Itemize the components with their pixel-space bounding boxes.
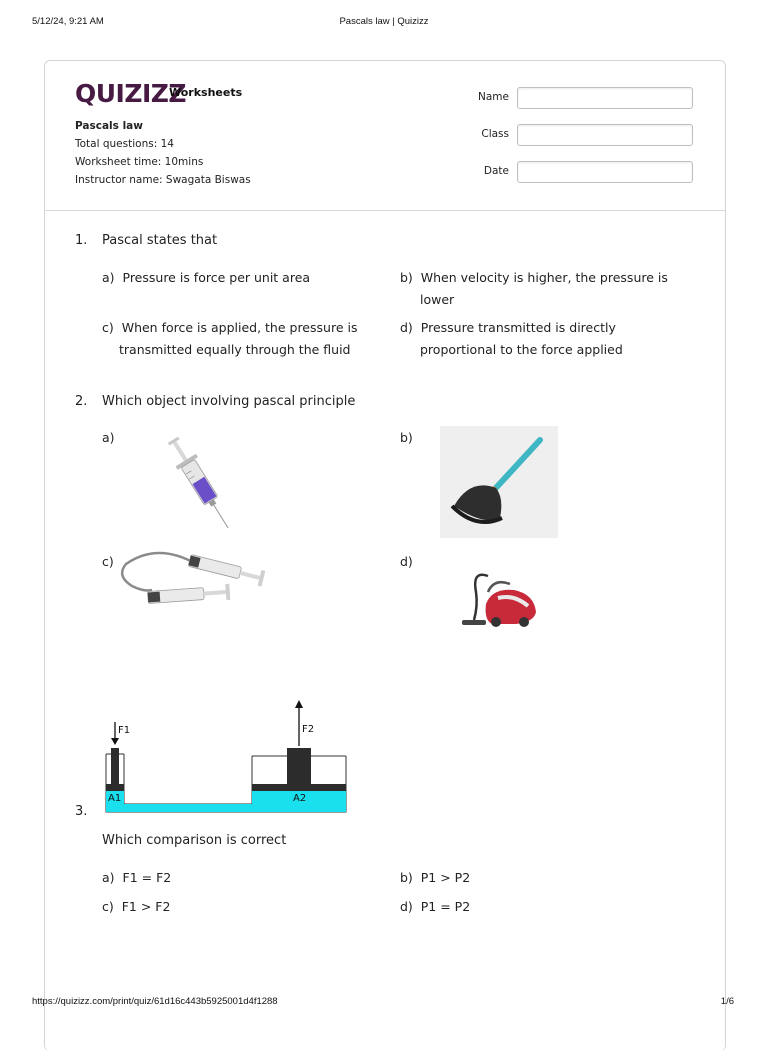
option-text-cont: proportional to the force applied <box>420 342 623 357</box>
hydraulic-press-diagram <box>100 694 352 822</box>
print-datetime: 5/12/24, 9:21 AM <box>32 16 104 27</box>
option-text: F1 > F2 <box>121 899 171 914</box>
f1-label: F1 <box>118 725 131 736</box>
question-1-number: 1. <box>75 233 88 248</box>
option-text: When force is applied, the pressure is <box>121 320 358 335</box>
worksheet-header <box>45 61 725 211</box>
quizizz-logo: QUIZIZZ <box>75 79 187 108</box>
plunger-icon <box>440 426 558 542</box>
option-text: P1 = P2 <box>420 899 471 914</box>
option-letter: b) <box>400 870 413 885</box>
class-field[interactable] <box>517 124 693 146</box>
option-text-cont: lower <box>420 292 455 307</box>
option-text-cont: transmitted equally through the fluid <box>119 342 351 357</box>
a1-label: A1 <box>108 793 122 804</box>
option-text: When velocity is higher, the pressure is <box>420 270 668 285</box>
option-text: F1 = F2 <box>122 870 172 885</box>
class-label: Class <box>481 128 509 140</box>
q3-option-a <box>102 867 171 889</box>
option-letter: a) <box>102 270 115 285</box>
option-letter: b) <box>400 270 413 285</box>
option-letter: a) <box>102 870 115 885</box>
option-text: Pressure transmitted is directly <box>420 320 616 335</box>
option-text: P1 > P2 <box>420 870 471 885</box>
q3-option-d <box>400 896 470 918</box>
q2-option-d-letter: d) <box>400 554 413 569</box>
name-field[interactable] <box>517 87 693 109</box>
q1-option-a <box>102 267 310 289</box>
question-2-text: Which object involving pascal principle <box>102 394 356 409</box>
name-label: Name <box>478 91 509 103</box>
worksheet-title: Pascals law <box>75 120 143 132</box>
option-letter: d) <box>400 320 413 335</box>
option-text: Pressure is force per unit area <box>122 270 311 285</box>
syringe-icon <box>155 428 245 542</box>
a2-label: A2 <box>293 793 307 804</box>
option-letter: c) <box>102 320 114 335</box>
vacuum-cleaner-icon <box>458 566 540 636</box>
q2-option-b-letter: b) <box>400 430 413 445</box>
q1-option-d <box>400 317 623 361</box>
connected-syringes-icon <box>118 548 276 618</box>
q3-option-c <box>102 896 170 918</box>
q1-option-b <box>400 267 668 311</box>
question-3-text: Which comparison is correct <box>102 833 287 848</box>
f2-label: F2 <box>302 724 315 735</box>
option-letter: c) <box>102 899 114 914</box>
question-3-number: 3. <box>75 804 88 819</box>
worksheet-time: Worksheet time: 10mins <box>75 156 204 168</box>
q2-option-a-letter: a) <box>102 430 115 445</box>
question-2-number: 2. <box>75 394 88 409</box>
q1-option-c <box>102 317 357 361</box>
total-questions: Total questions: 14 <box>75 138 174 150</box>
product-label: Worksheets <box>169 86 243 99</box>
option-letter: d) <box>400 899 413 914</box>
q2-option-c-letter: c) <box>102 554 114 569</box>
instructor-name: Instructor name: Swagata Biswas <box>75 174 251 186</box>
q3-option-b <box>400 867 470 889</box>
print-url: https://quizizz.com/print/quiz/61d16c443b5925001d4f1288 <box>32 996 278 1007</box>
question-1-text: Pascal states that <box>102 233 218 248</box>
date-field[interactable] <box>517 161 693 183</box>
date-label: Date <box>483 165 509 177</box>
print-page-title: Pascals law | Quizizz <box>339 16 429 27</box>
print-page-number: 1/6 <box>720 996 734 1007</box>
